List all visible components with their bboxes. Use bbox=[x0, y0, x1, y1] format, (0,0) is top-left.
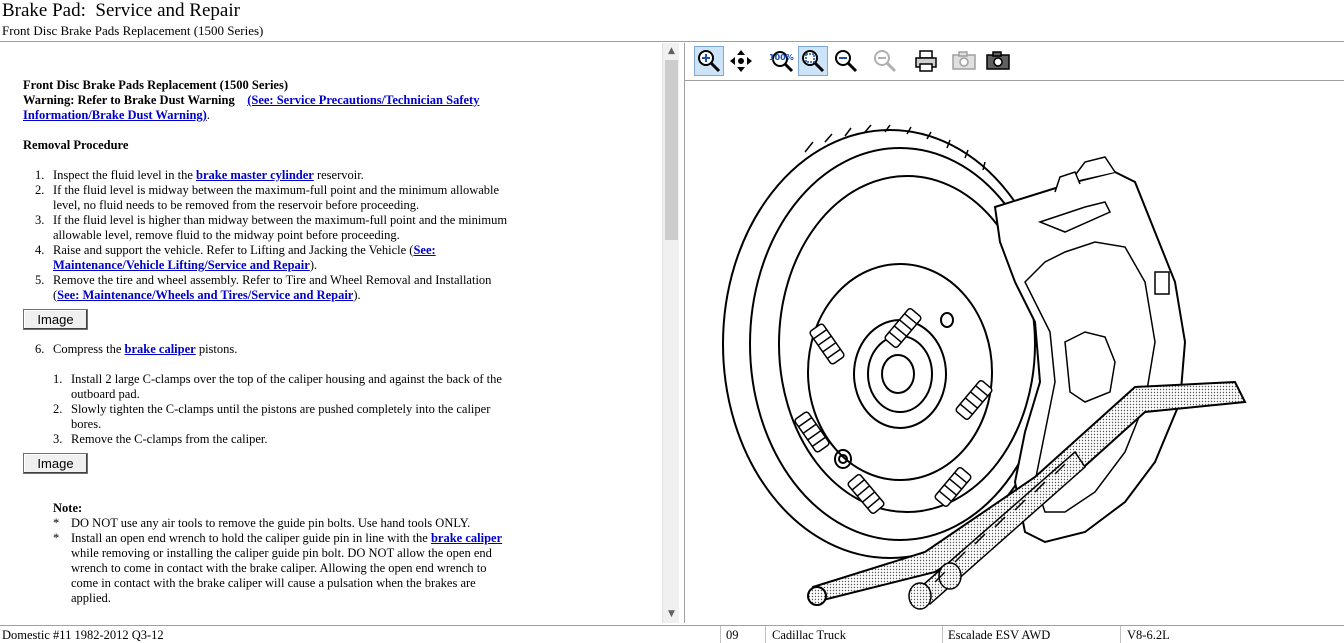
document-pane[interactable] bbox=[0, 43, 662, 623]
camera-button[interactable] bbox=[983, 46, 1013, 76]
brake-caliper-note-link[interactable]: brake caliper bbox=[430, 531, 503, 545]
note-item: * Install an open end wrench to hold the caliper guide pin in line with the brake caliper while removing or installing the caliper guide pin bolt. DO NOT allow the open end wrench to come in contact with the brake caliper. Allowing the open end wrench to come in contact with the brake caliper will cause a pulsation when the brakes are applied. bbox=[53, 531, 503, 605]
zoom-fit-icon bbox=[800, 48, 826, 74]
page-subtitle: Front Disc Brake Pads Replacement (1500 Series) bbox=[2, 23, 264, 38]
zoom-out-button[interactable] bbox=[831, 46, 861, 76]
vehicle-lifting-link[interactable]: See: Maintenance/Vehicle Lifting/Service and Repair bbox=[53, 243, 436, 272]
print-button[interactable] bbox=[911, 46, 941, 76]
print-icon bbox=[913, 48, 939, 74]
camera-disabled-button[interactable] bbox=[949, 46, 979, 76]
status-bar bbox=[0, 625, 1344, 643]
status-engine: V8-6.2L bbox=[1127, 628, 1170, 642]
note-block bbox=[23, 501, 513, 606]
actual-size-icon bbox=[767, 48, 795, 74]
status-source: Domestic #11 1982-2012 Q3-12 bbox=[2, 628, 164, 642]
zoom-in-button[interactable] bbox=[694, 46, 724, 76]
step-2: 2. If the fluid level is midway between the maximum-full point and the minimum allowable level, no fluid needs to be removed from the reservoir before proceeding. bbox=[35, 183, 500, 212]
step-5: 5. Remove the tire and wheel assembly. Refer to Tire and Wheel Removal and Installation (See: Maintenance/Wheels and Tires/Service and Repair). bbox=[35, 273, 492, 302]
note-label: Note: bbox=[53, 501, 83, 515]
step-6: 6. Compress the brake caliper pistons. bbox=[35, 342, 238, 356]
image-button-2[interactable]: Image bbox=[23, 453, 88, 474]
document-header bbox=[0, 0, 1344, 42]
substep-3: 3. Remove the C-clamps from the caliper. bbox=[53, 432, 268, 446]
wheels-tires-link[interactable]: See: Maintenance/Wheels and Tires/Service and Repair bbox=[57, 288, 354, 302]
pan-icon bbox=[728, 48, 754, 74]
removal-steps bbox=[23, 168, 513, 303]
step-3: 3. If the fluid level is higher than midway between the maximum-full point and the minimum allowable level, remove fluid to the midway point before proceeding. bbox=[35, 213, 508, 242]
brake-master-cylinder-link[interactable]: brake master cylinder bbox=[196, 168, 314, 182]
procedure-text bbox=[23, 78, 513, 606]
zoom-in-icon bbox=[696, 48, 722, 74]
camera-icon bbox=[985, 48, 1011, 74]
image-button-1[interactable]: Image bbox=[23, 309, 88, 330]
section-title: Removal Procedure bbox=[23, 138, 129, 152]
procedure-heading: Front Disc Brake Pads Replacement (1500 Series) bbox=[23, 78, 289, 92]
brake-caliper-link[interactable]: brake caliper bbox=[124, 342, 196, 356]
brake-dust-warning-link[interactable]: (See: Service Precautions/Technician Safety Information/Brake Dust Warning) bbox=[23, 93, 480, 122]
pan-button[interactable] bbox=[726, 46, 756, 76]
status-year: 09 bbox=[726, 628, 739, 642]
document-scrollbar[interactable] bbox=[662, 43, 679, 623]
brake-caliper-illustration bbox=[685, 82, 1344, 623]
substep-1: 1. Install 2 large C-clamps over the top of the caliper housing and against the back of the outboard pad. bbox=[53, 372, 502, 401]
camera-disabled-icon bbox=[951, 48, 977, 74]
step-1: 1. Inspect the fluid level in the brake master cylinder reservoir. bbox=[35, 168, 364, 182]
svg-text:100%: 100% bbox=[769, 53, 794, 62]
scroll-down-icon[interactable]: ▼ bbox=[668, 609, 675, 619]
note-item: * DO NOT use any air tools to remove the guide pin bolts. Use hand tools ONLY. bbox=[53, 516, 471, 530]
zoom-fit-button[interactable] bbox=[798, 46, 828, 76]
scrollbar-thumb[interactable] bbox=[665, 60, 678, 240]
scroll-up-icon[interactable]: ▲ bbox=[668, 46, 675, 56]
zoom-out-disabled-icon bbox=[872, 48, 898, 74]
caliper-substeps bbox=[23, 372, 513, 447]
zoom-out-icon bbox=[833, 48, 859, 74]
status-model: Escalade ESV AWD bbox=[948, 628, 1051, 642]
step-4: 4. Raise and support the vehicle. Refer to Lifting and Jacking the Vehicle (See: Maintenance/Vehicle Lifting/Service and Repair). bbox=[35, 243, 436, 272]
image-toolbar bbox=[685, 43, 1344, 81]
page-title: Brake Pad: Service and Repair bbox=[2, 0, 240, 21]
warning-line: Warning: Refer to Brake Dust Warning (See: Service Precautions/Technician Safety Information/Brake Dust Warning). bbox=[23, 93, 480, 122]
image-viewer bbox=[685, 43, 1344, 623]
status-make: Cadillac Truck bbox=[772, 628, 846, 642]
actual-size-button[interactable] bbox=[766, 46, 796, 76]
warning-text: Warning: Refer to Brake Dust Warning bbox=[23, 93, 235, 107]
zoom-out-disabled-button[interactable] bbox=[870, 46, 900, 76]
substep-2: 2. Slowly tighten the C-clamps until the pistons are pushed completely into the caliper bores. bbox=[53, 402, 491, 431]
